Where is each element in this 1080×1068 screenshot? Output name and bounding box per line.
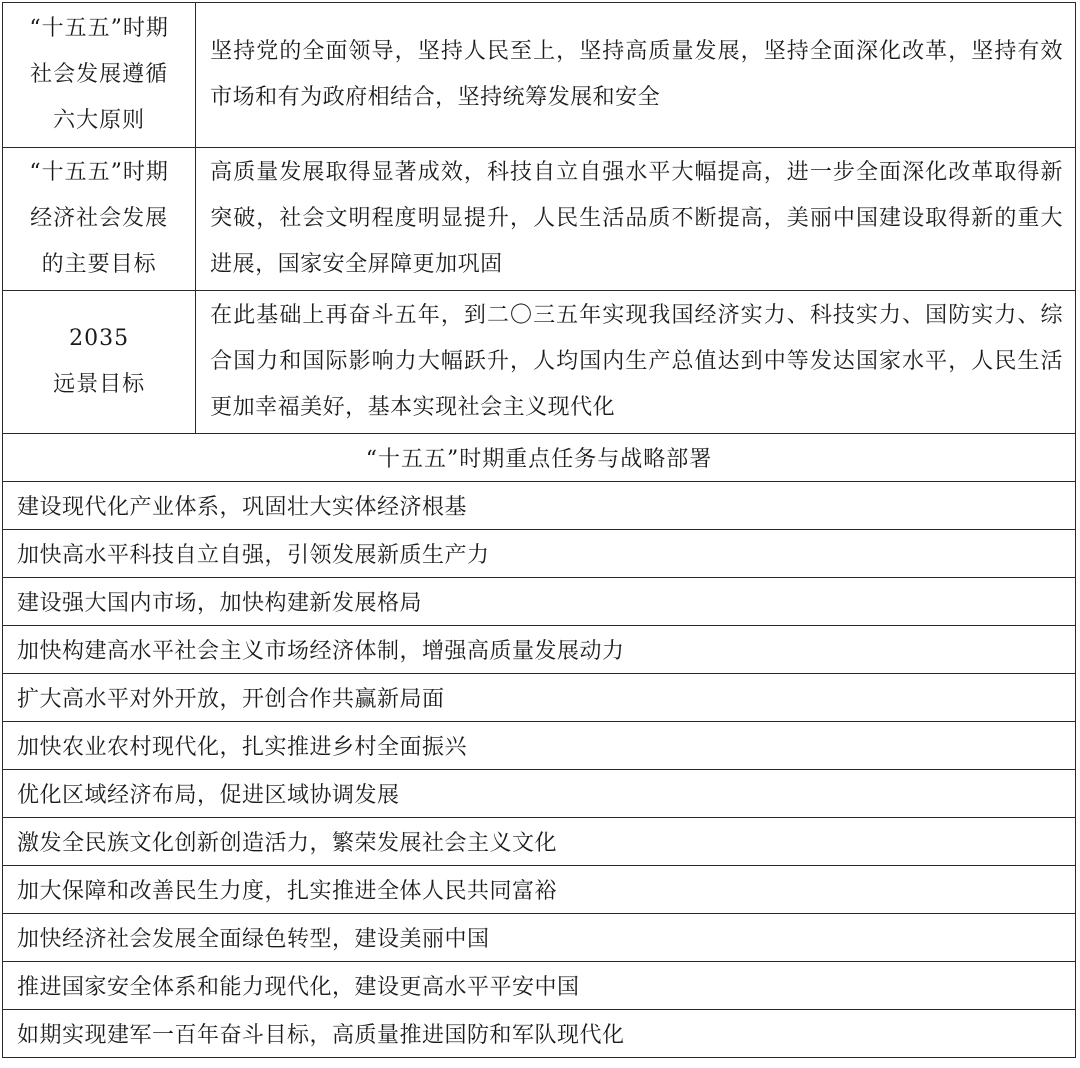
task-item: 加大保障和改善民生力度，扎实推进全体人民共同富裕 [3,866,1076,914]
task-item: 优化区域经济布局，促进区域协调发展 [3,770,1076,818]
task-row [3,770,1076,818]
task-item: 激发全民族文化创新创造活力，繁荣发展社会主义文化 [3,818,1076,866]
principles-label [3,3,196,148]
row-label-line: 远景目标 [53,372,146,397]
vision-2035-row [3,291,1076,434]
main-goals-label [3,148,196,291]
task-row [3,914,1076,962]
task-row [3,626,1076,674]
task-row [3,530,1076,578]
row-label-line: “十五五”时期 [29,160,169,185]
vision-2035-content: 在此基础上再奋斗五年，到二〇三五年实现我国经济实力、科技实力、国防实力、综合国力和国际影响力大幅跃升，人均国内生产总值达到中等发达国家水平，人民生活更加幸福美好，基本实现社会主义现代化 [196,291,1076,434]
task-item: 如期实现建军一百年奋斗目标，高质量推进国防和军队现代化 [3,1010,1076,1058]
task-row [3,578,1076,626]
row-label-line: 的主要目标 [41,252,157,277]
principles-row [3,3,1076,148]
row-label-line: 六大原则 [53,108,146,133]
task-row [3,722,1076,770]
task-item: 建设强大国内市场，加快构建新发展格局 [3,578,1076,626]
task-item: 加快经济社会发展全面绿色转型，建设美丽中国 [3,914,1076,962]
section-heading: “十五五”时期重点任务与战略部署 [3,434,1076,482]
main-goals-content: 高质量发展取得显著成效，科技自立自强水平大幅提高，进一步全面深化改革取得新突破，社会文明程度明显提升，人民生活品质不断提高，美丽中国建设取得新的重大进展，国家安全屏障更加巩固 [196,148,1076,291]
main-goals-row [3,148,1076,291]
task-row [3,482,1076,530]
task-row [3,674,1076,722]
task-item: 建设现代化产业体系，巩固壮大实体经济根基 [3,482,1076,530]
task-row [3,866,1076,914]
row-label-line: “十五五”时期 [29,16,169,41]
plan-summary-table [2,2,1076,1058]
section-heading-row [3,434,1076,482]
row-label-line: 经济社会发展 [30,206,169,231]
task-row [3,1010,1076,1058]
task-item: 推进国家安全体系和能力现代化，建设更高水平平安中国 [3,962,1076,1010]
task-item: 加快农业农村现代化，扎实推进乡村全面振兴 [3,722,1076,770]
task-item: 加快高水平科技自立自强，引领发展新质生产力 [3,530,1076,578]
vision-2035-label [3,291,196,434]
task-item: 加快构建高水平社会主义市场经济体制，增强高质量发展动力 [3,626,1076,674]
task-row [3,818,1076,866]
row-label-line: 社会发展遵循 [30,62,169,87]
task-item: 扩大高水平对外开放，开创合作共赢新局面 [3,674,1076,722]
principles-content: 坚持党的全面领导，坚持人民至上，坚持高质量发展，坚持全面深化改革，坚持有效市场和有为政府相结合，坚持统筹发展和安全 [196,3,1076,148]
row-label-line: 2035 [69,326,130,351]
task-row [3,962,1076,1010]
